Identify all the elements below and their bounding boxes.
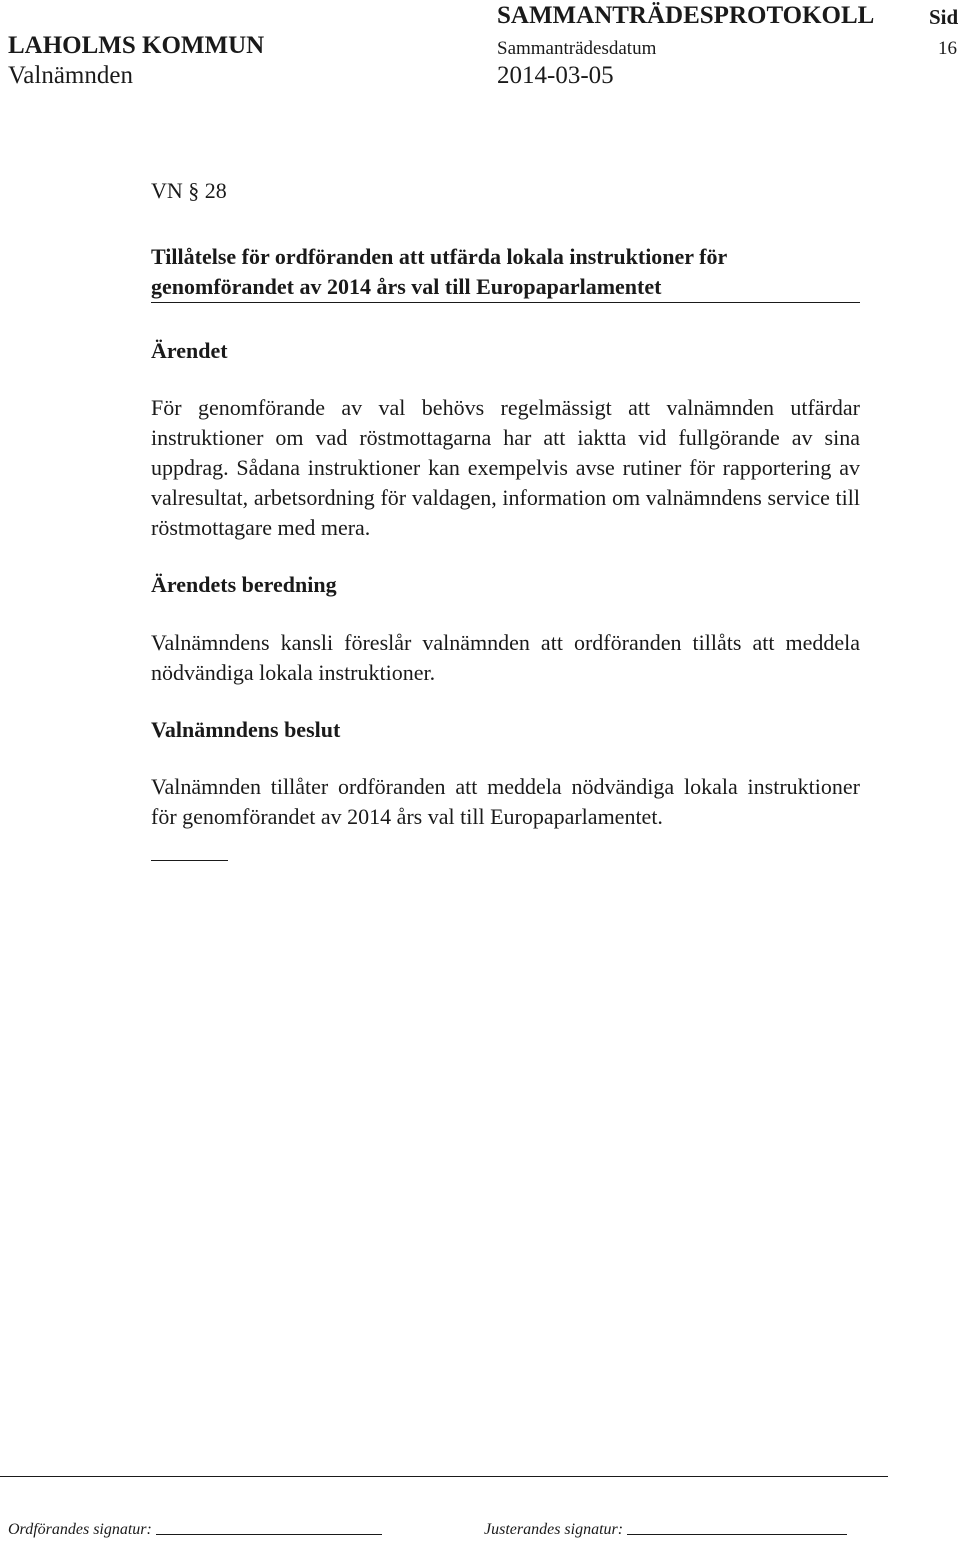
case-title: Tillåtelse för ordföranden att utfärda lokala instruktioner för genomförandet av 2014 års val till Europaparlamentet bbox=[151, 242, 860, 303]
meeting-date-label: Sammanträdesdatum bbox=[497, 38, 657, 59]
chair-signature-label: Ordförandes signatur: bbox=[8, 1521, 152, 1538]
committee-name: Valnämnden bbox=[8, 62, 133, 89]
document-type: SAMMANTRÄDESPROTOKOLL bbox=[497, 2, 875, 29]
page-number: 16 bbox=[938, 38, 957, 59]
protocol-body bbox=[151, 176, 860, 861]
adjuster-signature-label: Justerandes signatur: bbox=[484, 1521, 624, 1538]
section-text-arendet: För genomförande av val behövs regelmässigt att valnämnden utfärdar instruktioner om vad röstmottagarna har att iaktta vid fullgörande av sina uppdrag. Sådana instruktioner kan exempelvis avse rutiner för rapportering av valresultat, arbetsordning för valdagen, information om valnämndens service till röstmottagare med mera. bbox=[151, 395, 860, 540]
section-text-beredning: Valnämndens kansli föreslår valnämnden att ordföranden tillåts att meddela nödvändiga lokala instruktioner. bbox=[151, 630, 860, 685]
case-number: VN § 28 bbox=[151, 178, 227, 203]
section-text-beslut: Valnämnden tillåter ordföranden att meddela nödvändiga lokala instruktioner för genomförandet av 2014 års val till Europaparlamentet. bbox=[151, 774, 860, 829]
footer-divider bbox=[0, 1476, 888, 1477]
section-heading-beredning: Ärendets beredning bbox=[151, 572, 337, 597]
organisation-name: LAHOLMS KOMMUN bbox=[8, 32, 265, 59]
chair-signature bbox=[8, 1521, 382, 1539]
section-heading-arendet: Ärendet bbox=[151, 338, 228, 363]
meeting-date: 2014-03-05 bbox=[497, 62, 614, 89]
adjuster-signature bbox=[484, 1521, 847, 1539]
page-label: Sid bbox=[929, 5, 959, 29]
section-heading-beslut: Valnämndens beslut bbox=[151, 717, 341, 742]
chair-signature-line bbox=[156, 1534, 382, 1535]
adjuster-signature-line bbox=[627, 1534, 847, 1535]
end-of-section-rule bbox=[151, 860, 228, 861]
